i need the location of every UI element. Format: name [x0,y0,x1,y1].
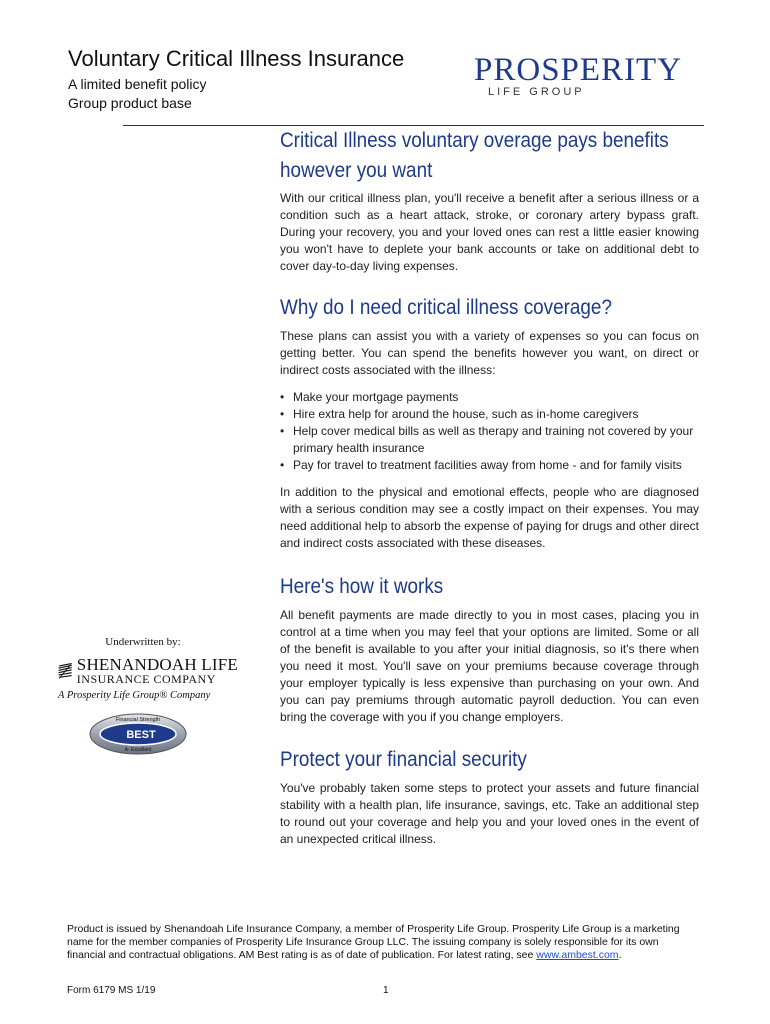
section-benefits [280,126,699,275]
form-number: Form 6179 MS 1/19 [67,985,156,996]
list-item: • Hire extra help for around the house, such as in-home caregivers [280,406,699,423]
section-outro: In addition to the physical and emotional effects, people who are diagnosed with a serious condition may see a costly impact on their expenses. You may need additional help to absorb the expense of paying for drugs and other direct and indirect costs associated with these diseases. [280,485,699,550]
footer-disclaimer [67,923,697,962]
company-tagline: A Prosperity Life Group® Company [58,690,211,701]
section-body: You've probably taken some steps to protect your assets and future financial stability with a health plan, life insurance, savings, etc. Take an additional step to round out your coverage and help you and your loved ones in the event of an unexpected critical illness. [280,781,699,846]
badge-main-text: BEST [126,729,156,741]
section-body: With our critical illness plan, you'll receive a benefit after a serious illness or a condition such as a heart attack, stroke, or coronary artery bypass graft. During your recovery, you and your loved ones can rest a little easier knowing you won't have to deplete your bank accounts or take on additional debt to cover day-to-day living expenses. [280,191,699,273]
am-best-badge [88,713,188,755]
logo-subtext: LIFE GROUP [488,86,585,98]
list-item: • Pay for travel to treatment facilities away from home - and for family visits [280,457,699,474]
section-why [280,293,699,552]
company-name: SHENANDOAH LIFE [76,655,238,674]
main-content [280,126,699,848]
section-heading: Critical Illness voluntary overage pays benefits however you want [280,129,669,182]
underwriter-label: Underwritten by: [105,636,181,648]
subtitle-line-2: Group product base [68,95,192,111]
prosperity-logo [474,52,682,98]
company-subname: INSURANCE COMPANY [76,672,216,686]
underwriter-block [58,636,238,701]
shenandoah-logo [58,655,238,687]
section-heading: Why do I need critical illness coverage? [280,296,612,319]
list-item: • Make your mortgage payments [280,389,699,406]
section-heading: Here's how it works [280,575,444,598]
document-subtitle [68,75,207,113]
badge-bottom-text: A- Excellent [124,747,152,753]
section-heading: Protect your financial security [280,748,527,771]
ambest-link[interactable]: www.ambest.com [536,949,619,961]
page-number: 1 [383,985,389,996]
list-item: • Help cover medical bills as well as therapy and training not covered by your primary health insurance [280,423,699,457]
subtitle-line-1: A limited benefit policy [68,76,207,92]
section-intro: These plans can assist you with a variety of expenses so you can focus on getting better. You can spend the benefits however you want, on direct or indirect costs associated with the illness: [280,329,699,377]
document-title: Voluntary Critical Illness Insurance [68,46,405,71]
badge-top-text: Financial Strength [115,717,161,723]
benefit-list [280,389,699,474]
section-body: All benefit payments are made directly to you in most cases, placing you in control at a time when you may feel that your options are limited. Some or all of the benefit is available to you after your initial diagnosis, so it's there when you need it most. You'll save on your premiums because coverage through your employer typically is less expensive than purchasing on your own. And you can pay premiums through automatic payroll deduction. You can even bring the coverage with you if you change employers. [280,608,699,724]
logo-wordmark: PROSPERITY [474,52,683,88]
section-protect [280,745,699,848]
shenandoah-emblem-icon [58,656,73,686]
section-how-it-works [280,572,699,726]
link-period: . [618,949,622,961]
disclaimer-text: Product is issued by Shenandoah Life Insurance Company, a member of Prosperity Life Group. Prosperity Life Group is a marketing name for the member companies of Prosperity Life Insurance Group LLC. The issuing company is solely responsible for its own financial and contractual obligations. AM Best rating is as of date of publication. For latest rating, see [67,923,680,961]
